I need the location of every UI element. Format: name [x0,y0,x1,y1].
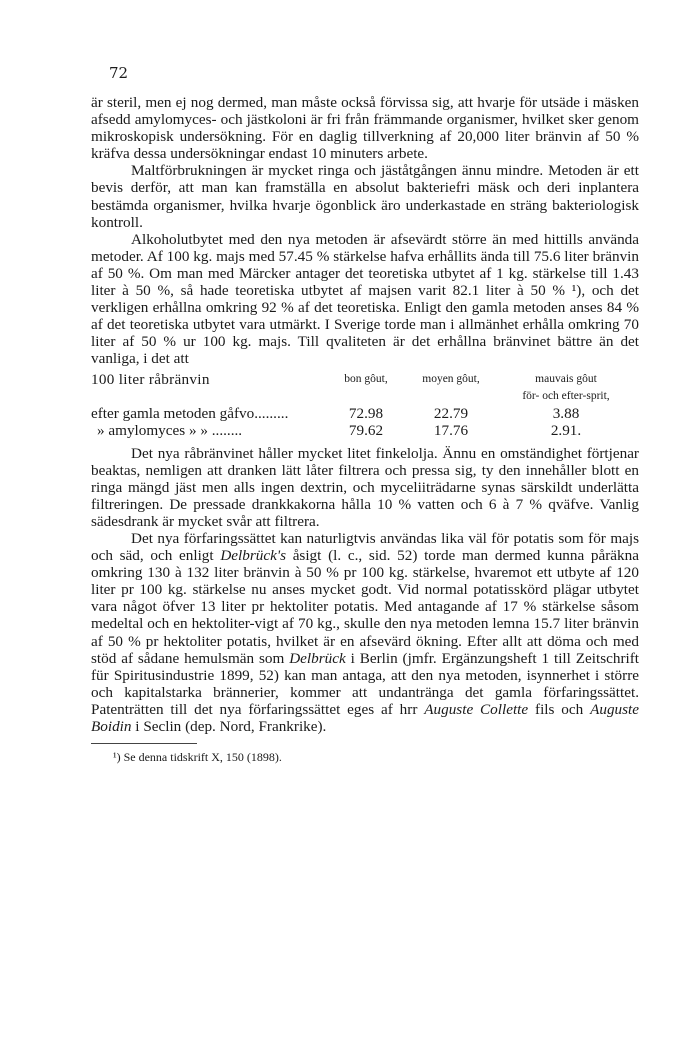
p5-name-delbruck-1: Delbrück's [220,547,286,565]
row-old-method-bon: 72.98 [348,404,384,422]
paragraph-5 [91,530,639,735]
page [91,64,639,764]
table-lead-label: 100 liter råbränvin [91,370,210,388]
header-moyen-gout: moyen gôut, [422,372,480,385]
p5-text-c: i Berlin (jmfr. Ergänzungsheft 1 till Zeitschrift für Spiritusindustrie 1899, 52) kan man antaga, att den nya metoden, isynnerhet i större och kapitalstarka brännerier, kommer att undantränga det gamla förfaringssättet. Patenträtten till det nya förfaringssättet eges af hrr [91,649,640,718]
p5-name-delbruck-2: Delbrück [289,649,346,667]
row-amylomyces-mauvais: 2.91. [550,421,582,439]
row-old-method-mauvais: 3.88 [552,404,580,422]
header-mauvais-gout [493,371,639,405]
paragraph-2: Maltförbrukningen är mycket ringa och jäståtgången ännu mindre. Metoden är ett bevis derför, att man kan framställa en absolut bakteriefri mäsk och deri inplantera bestämda organismer, hvilka hvarje ögonblick äro underkastade en sträng bakteriologisk kontroll. [91,162,639,231]
header-mauvais-gout-line2: för- och efter-sprit, [522,389,610,402]
page-number: 72 [109,64,129,82]
p5-text-a: Det nya förfaringssättet kan naturligtvis användas lika väl för potatis som för majs och säd, och enligt [91,529,639,565]
p5-name-collette: Auguste Collette [424,700,529,718]
row-old-method-label: efter gamla metoden gåfvo......... [91,404,289,422]
row-old-method-moyen: 22.79 [433,404,469,422]
yield-table [91,371,639,439]
row-amylomyces-bon: 79.62 [348,421,384,439]
header-bon-gout: bon gôut, [344,372,388,385]
p5-text-d: fils och [528,700,591,718]
footnote: ¹) Se denna tidskrift X, 150 (1898). [113,750,282,765]
header-mauvais-gout-line1: mauvais gôut [535,372,597,385]
p5-text-e: i Seclin (dep. Nord, Frankrike). [131,718,327,735]
p5-name-boidin: Auguste Boidin [91,700,640,735]
paragraph-3: Alkoholutbytet med den nya metoden är afsevärdt större än med hittills använda metoder. Af 100 kg. majs med 57.45 % stärkelse hafva erhållits ända till 75.6 liter bränvin af 50 %. Om man med Märcker antager det teoretiska utbytet af 1 kg. stärkelse till 1.43 liter à 50 %, så hade teoretiska utbytet af majsen varit 82.1 liter à 50 % ¹), och det verkligen erhållna omkring 92 % af det teoretiska. Enligt den gamla metoden anses 84 % af det teoretiska utbytet vara utmärkt. I Sverige torde man i allmänhet erhålla omkring 70 liter af 50 % ur 100 kg. majs. Till qvaliteten är det erhållna bränvinet bättre än det vanliga, i det att [91,230,639,368]
paragraph-1: är steril, men ej nog dermed, man måste också förvissa sig, att hvarje för utsäde i mäsken afsedd amylomyces- och jästkoloni är fri från främmande organismer, hvilket sker genom mikroskopisk undersökning. För en daglig tillverkning af 20,000 liter bränvin af 50 % kräfva dessa undersökningar endast 10 minuters arbete. [91,94,639,163]
p5-text-b: åsigt (l. c., sid. 52) torde man dermed kunna påräkna omkring 130 à 132 liter bränvin à 50 % pr 100 kg. stärkelse, hvaremot ett utbyte af 120 liter pr 100 kg. stärkelse nu anses mycket godt. Vid normal potatisskörd plägar utbytet vara något öfver 13 liter pr hektoliter potatis. Med antagande af 17 % stärkelse såsom medeltal och en hektoliter-vigt af 70 kg., skulle den nya metoden lemna 15.7 liter bränvin af 50 % pr hektoliter potatis, hvilket är en afsevärd ökning. Efter allt att döma och med stöd af sådane hemulsmän som [91,547,639,667]
footnote-rule [91,743,197,744]
paragraph-4: Det nya råbränvinet håller mycket litet finkelolja. Ännu en omständighet förtjenar beaktas, nemligen att dranken lätt låter filtrera och pressa sig, ty den innehåller blott en ringa mängd jäst men alls ingen dextrin, och myceliiträdarne synas särskildt underlätta filtreringen. De pressade drankkakorna hålla 10 % vatten och 6 à 7 % qväfve. Vanlig sädesdrank är mycket svår att filtrera. [91,444,639,530]
row-amylomyces-moyen: 17.76 [433,421,469,439]
row-amylomyces-label: » amylomyces » » ........ [97,421,243,439]
